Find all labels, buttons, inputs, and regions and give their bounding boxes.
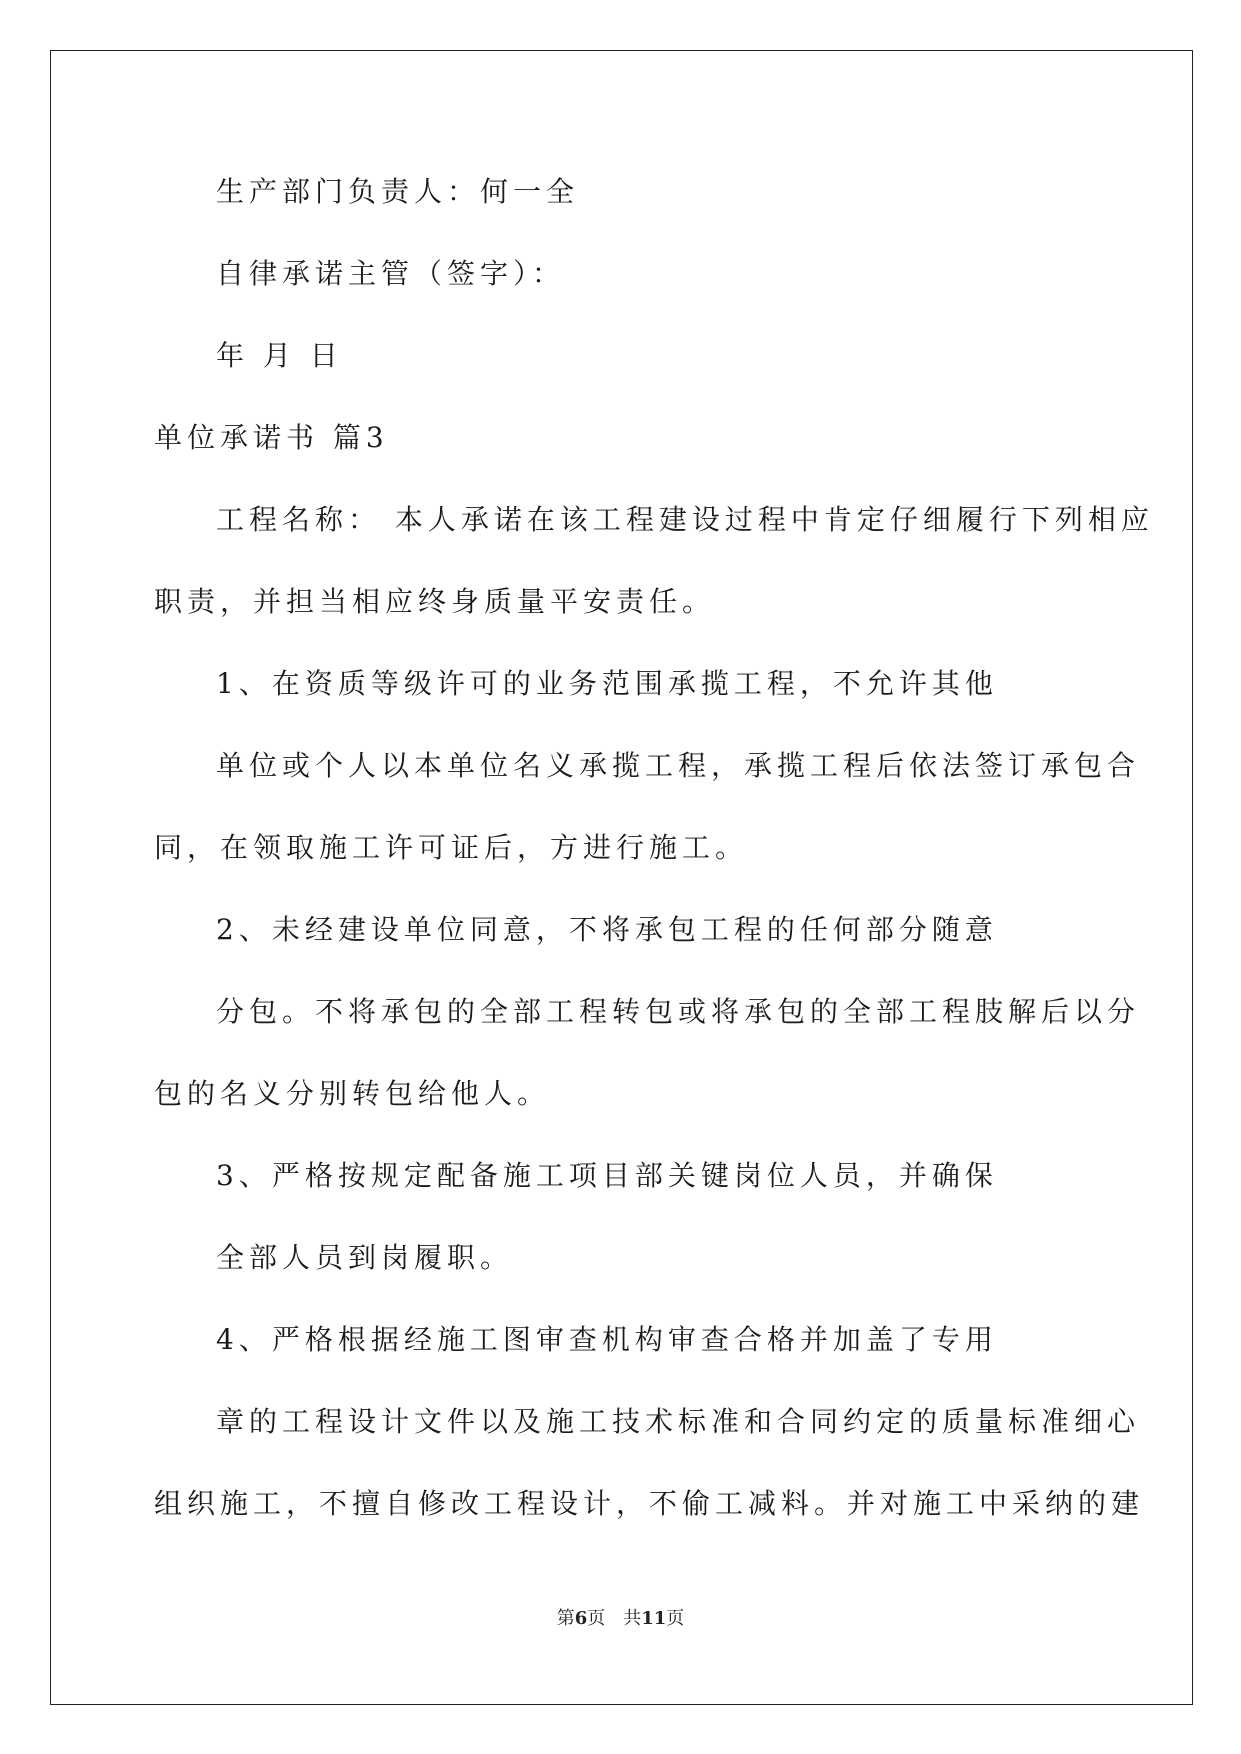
text-line: 分包。不将承包的全部工程转包或将承包的全部工程肢解后以分 bbox=[216, 995, 1141, 1028]
text-line: 工程名称： 本人承诺在该工程建设过程中肯定仔细履行下列相应 bbox=[216, 503, 1154, 536]
current-page-number: 6 bbox=[574, 1608, 588, 1629]
text-line: 组织施工，不擅自修改工程设计，不偷工减料。并对施工中采纳的建 bbox=[154, 1487, 1145, 1520]
text-line: 章的工程设计文件以及施工技术标准和合同约定的质量标准细心 bbox=[216, 1405, 1141, 1438]
page-border bbox=[50, 50, 1193, 1705]
text-line: 3、严格按规定配备施工项目部关键岗位人员，并确保 bbox=[216, 1159, 998, 1192]
total-page-count: 11 bbox=[641, 1608, 667, 1629]
footer-total-suffix: 页 bbox=[666, 1608, 685, 1629]
text-line: 单位或个人以本单位名义承揽工程，承揽工程后依法签订承包合 bbox=[216, 749, 1141, 782]
text-line: 4、严格根据经施工图审查机构审查合格并加盖了专用 bbox=[216, 1323, 998, 1356]
text-line: 年 月 日 bbox=[216, 339, 343, 372]
text-line: 同，在领取施工许可证后，方进行施工。 bbox=[154, 831, 749, 864]
text-line: 包的名义分别转包给他人。 bbox=[154, 1077, 551, 1110]
footer-page-word: 页 bbox=[587, 1608, 606, 1629]
text-line: 全部人员到岗履职。 bbox=[216, 1241, 514, 1274]
footer-prefix: 第 bbox=[556, 1608, 575, 1629]
page-footer bbox=[0, 1607, 1241, 1631]
text-line: 2、未经建设单位同意，不将承包工程的任何部分随意 bbox=[216, 913, 998, 946]
text-line: 生产部门负责人：何一全 bbox=[216, 175, 580, 208]
text-line: 1、在资质等级许可的业务范围承揽工程，不允许其他 bbox=[216, 667, 998, 700]
text-line: 职责，并担当相应终身质量平安责任。 bbox=[154, 585, 716, 618]
section-heading: 单位承诺书 篇3 bbox=[154, 421, 389, 454]
text-line: 自律承诺主管（签字）： bbox=[216, 257, 566, 290]
footer-total-prefix: 共 bbox=[623, 1608, 642, 1629]
